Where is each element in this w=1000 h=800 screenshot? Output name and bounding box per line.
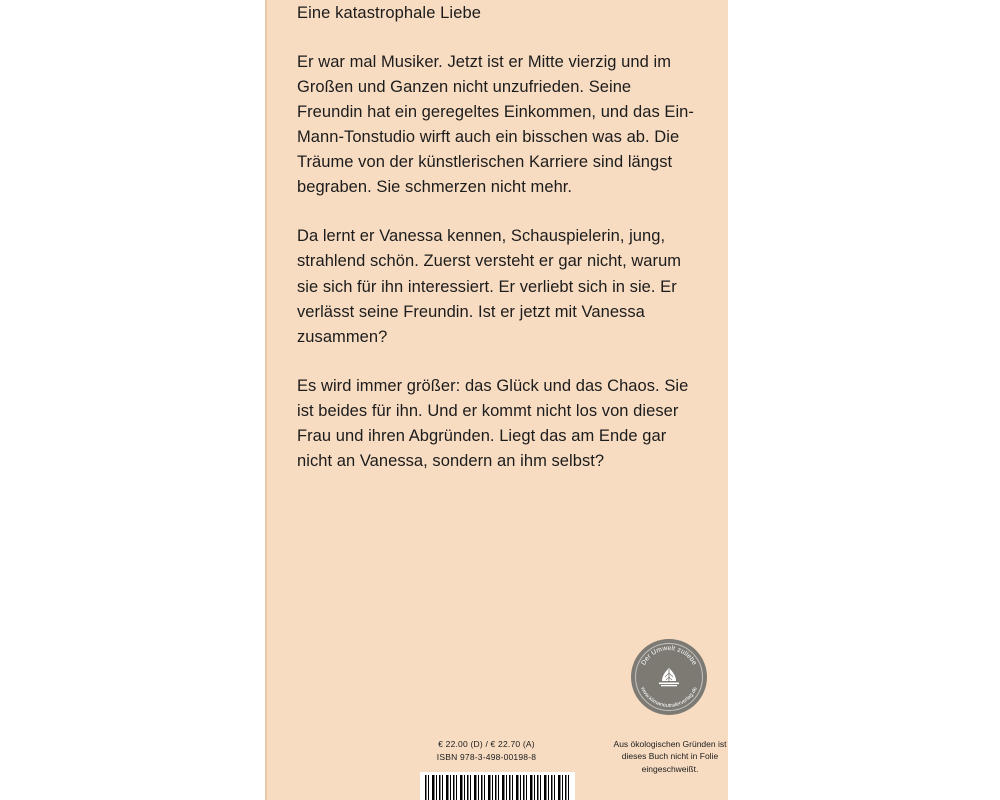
blurb-text-block bbox=[265, 0, 728, 474]
isbn-line: ISBN 978-3-498-00198-8 bbox=[436, 752, 537, 763]
price-isbn-block bbox=[265, 738, 728, 764]
barcode bbox=[425, 775, 570, 800]
svg-text:www.klimaneutralerverlag.de: www.klimaneutralerverlag.de bbox=[639, 686, 699, 710]
blurb-paragraph-3: Es wird immer größer: das Glück und das Chaos. Sie ist beides für ihn. Und er kommt nicht los von dieser Frau und ihren Abgründen. Liegt das am Ende gar nicht an Vanessa, sondern an ihm selbst? bbox=[297, 376, 689, 471]
leaf-icon bbox=[655, 666, 683, 690]
spine-edge bbox=[265, 0, 267, 800]
book-tagline: Eine katastrophale Liebe bbox=[297, 4, 482, 22]
eco-note-text: Aus ökologischen Gründen ist dieses Buch nicht in Folie eingeschweißt. bbox=[613, 739, 727, 774]
blurb-paragraph-1: Er war mal Musiker. Jetzt ist er Mitte vierzig und im Großen und Ganzen nicht unzufrieden. Seine Freundin hat ein geregeltes Einkommen, und das Ein-Mann-Tonstudio wirft auch ein bisschen was ab. Die Träume von der künstlerischen Karriere sind längst begraben. Sie schmerzen nicht mehr. bbox=[297, 52, 694, 197]
blurb-paragraph-2: Da lernt er Vanessa kennen, Schauspielerin, jung, strahlend schön. Zuerst versteht er gar nicht, warum sie sich für ihn interessiert. Er verliebt sich in sie. Er verlässt seine Freundin. Ist er jetzt mit Vanessa zusammen? bbox=[297, 227, 682, 346]
book-back-cover bbox=[265, 0, 728, 800]
environment-seal bbox=[631, 639, 707, 715]
price-line: € 22.00 (D) / € 22.70 (A) bbox=[438, 739, 535, 749]
svg-text:Der Umwelt zuliebe: Der Umwelt zuliebe bbox=[640, 644, 698, 667]
